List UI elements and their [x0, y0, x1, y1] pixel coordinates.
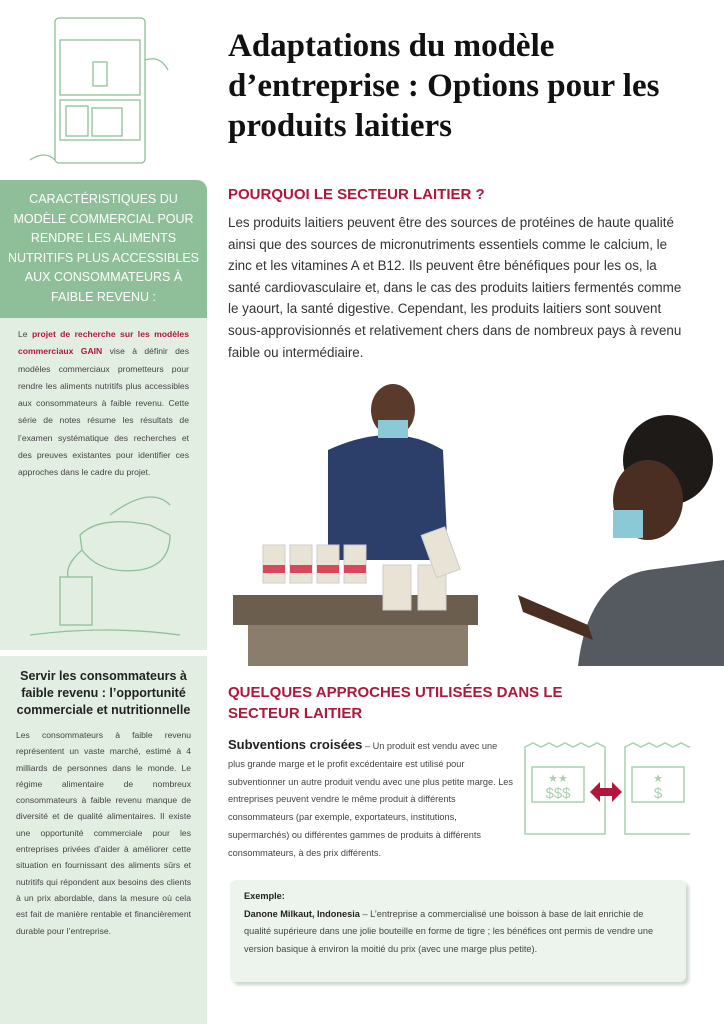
- sidebar-serve-box: [0, 656, 207, 1024]
- why-heading: POURQUOI LE SECTEUR LAITIER ?: [228, 186, 485, 203]
- cross-subsidy-illustration: [520, 742, 690, 837]
- example-box: [230, 880, 686, 982]
- bag-low-stars: ★: [653, 773, 663, 785]
- bag-low-price: $: [653, 785, 663, 802]
- bag-high-stars: ★★: [548, 773, 568, 785]
- approaches-heading: QUELQUES APPROCHES UTILISÉES DANS LE SECTEUR LAITIER: [228, 684, 563, 722]
- intro-text: vise à définir des modèles commerciaux prometteurs pour rendre les aliments nutritifs plus accessibles aux consommateurs à faible revenu. Cette série de notes résume les résultats de l’examen systématique des recherches et des preuves existantes pour identifier ces approches dans le cadre du projet.: [18, 346, 189, 478]
- double-arrow-icon: [590, 782, 622, 802]
- example-text: – L’entreprise a commercialisé une boisson à base de lait enrichie de qualité supérieure dans une jolie bouteille en forme de tigre ; les bénéfices ont permis de vendre une version basique à environ la moitié du prix (avec une marge plus petite).: [244, 908, 654, 954]
- example-label: Exemple:: [244, 891, 285, 901]
- example-company: Danone Milkaut, Indonesia: [244, 908, 360, 919]
- serve-text: Les consommateurs à faible revenu représentent un vaste marché, estimé à 4 milliards de personnes dans le monde. Le régime alimentaire de nombreux consommateurs à faible revenu manque de diversité et de qualité alimentaires. Il existe une opportunité commerciale pour les entreprises privées d’aider à améliorer cette situation en fournissant des aliments sûrs et nutritifs qui répondent aux besoins des clients à un prix abordable, dans la mesure où cela est fait de manière rentable et financièrement durable pour l’entreprise.: [16, 730, 191, 936]
- cross-subsidy-title: Subventions croisées: [228, 737, 363, 752]
- bag-high-price: $$$: [545, 785, 571, 802]
- dairy-vendor-photo: [228, 380, 724, 666]
- why-text: Les produits laitiers peuvent être des sources de protéines de haute qualité ainsi que des sources de micronutriments essentiels comme le calcium, le zinc et les vitamines A et B12. Ils peuvent être bénéfiques pour les os, la santé cardiovasculaire et, dans le cas des produits laitiers fermentés comme le yaourt, la santé digestive. Cependant, les produits laitiers sont souvent sous-approvisionnés et relativement chers dans de nombreux pays à revenu faible ou intermédiaire.: [228, 215, 682, 360]
- serve-title: Servir les consommateurs à faible revenu : l’opportunité commerciale et nutritionnelle: [16, 669, 191, 717]
- cross-subsidy-description: – Un produit est vendu avec une plus grande marge et le profit excédentaire est utilisé pour subventionner un autre produit vendu avec une plus petite marge. Les entreprises peuvent vendre le même produit à différents consommateurs (par exemple, exportateurs, institutions, supermarchés) ou différentes gammes de produits à différents consommateurs, à des prix différents.: [228, 741, 514, 858]
- intro-prefix: Le: [18, 329, 32, 339]
- gain-project-link[interactable]: projet de recherche sur les modèles commerciaux GAIN: [18, 329, 189, 357]
- cross-subsidy-text: [228, 736, 513, 863]
- fridge-illustration: [0, 0, 207, 180]
- pitcher-illustration: [20, 485, 190, 645]
- page-title: Adaptations du modèle d’entreprise : Options pour les produits laitiers: [228, 28, 660, 144]
- sidebar-header: CARACTÉRISTIQUES DU MODÈLE COMMERCIAL POUR RENDRE LES ALIMENTS NUTRITIFS PLUS ACCESSIBLES AUX CONSOMMATEURS À FAIBLE REVENU :: [0, 180, 207, 318]
